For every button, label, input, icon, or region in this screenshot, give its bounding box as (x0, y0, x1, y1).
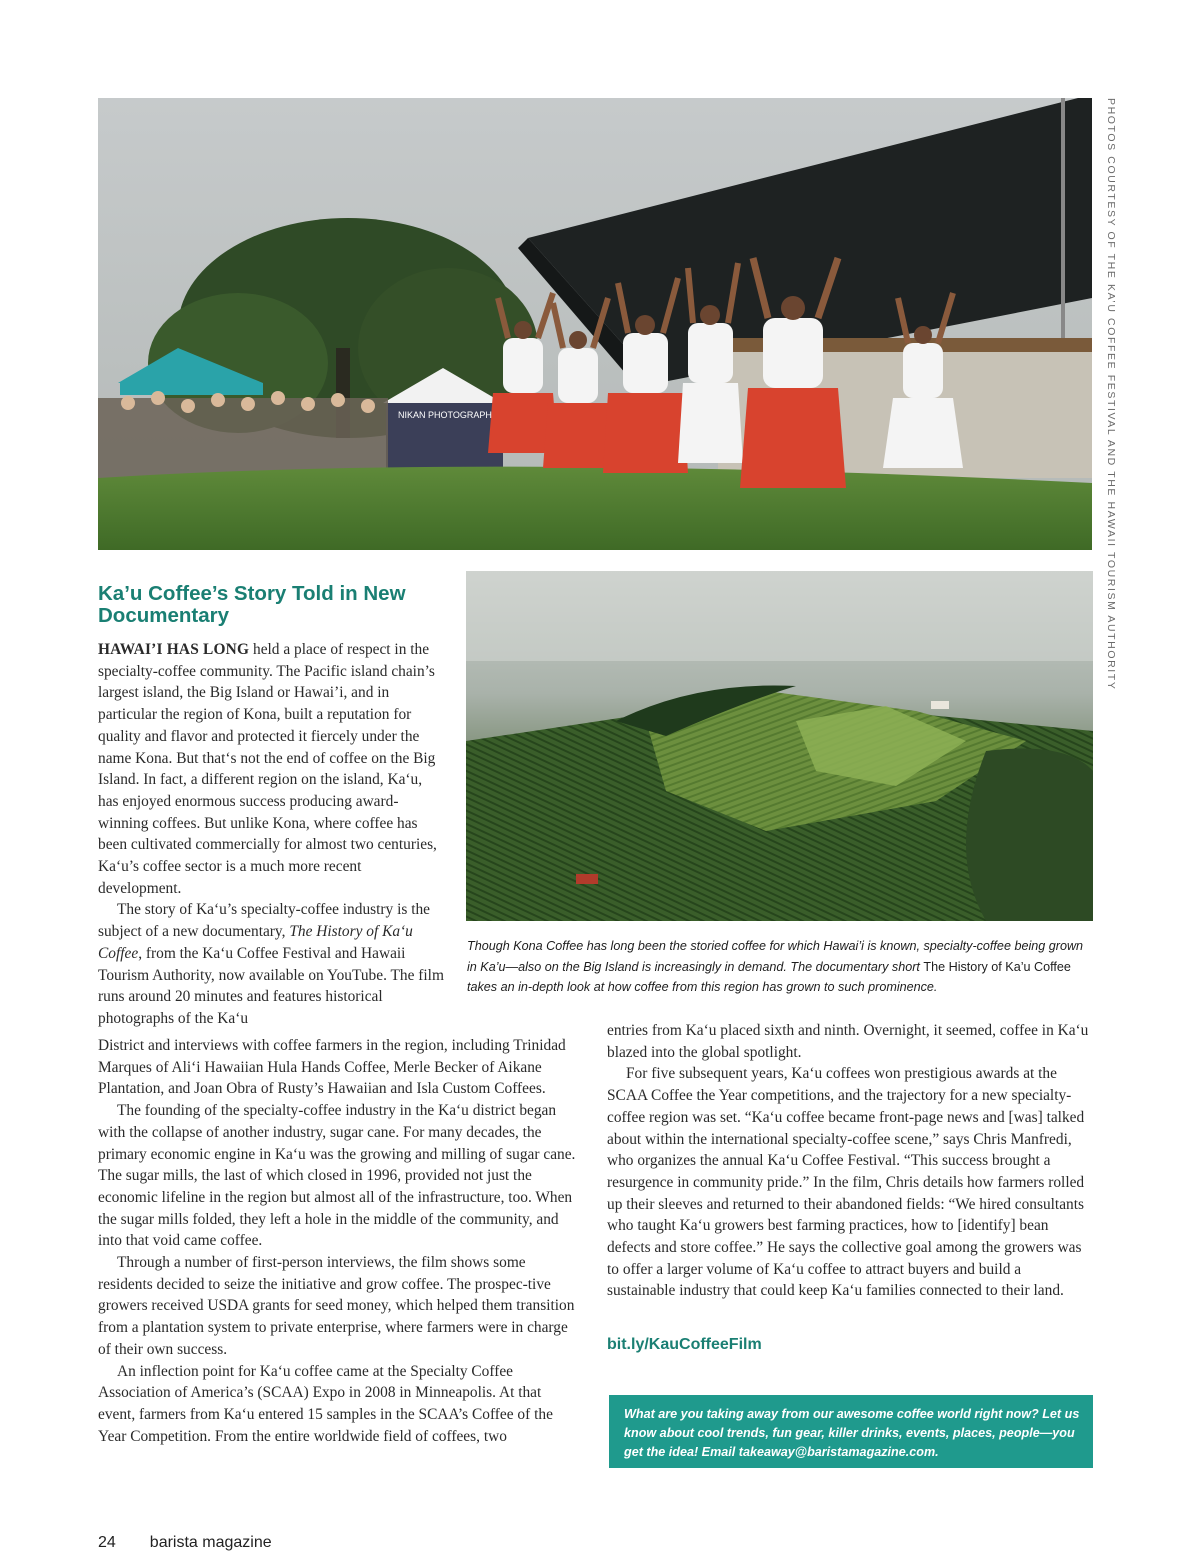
paragraph-2-text-a: The story of Ka‘u’s specialty-coffee industry is the subject of a new documentary, (98, 901, 430, 941)
paragraph-2-text-b: , from the Ka‘u Coffee Festival and Hawaii Tourism Authority, now available on YouTube. The film runs around 20 minutes and features historical photographs of the Ka‘u (98, 944, 444, 1027)
takeaway-callout (609, 1395, 1093, 1468)
publication-name: barista magazine (149, 1534, 272, 1551)
paragraph-5: An inflection point for Ka‘u coffee came at the Specialty Coffee Association of America’s (SCAA) Expo in 2008 in Minneapolis. At that event, farmers from Ka‘u entered 15 samples in the SCAA’s Coffee of the Year Competition. From the entire worldwide field of coffees, two (98, 1362, 553, 1445)
paragraph-2-continued: District and interviews with coffee farmers in the region, including Trinidad Marques of Ali‘i Hawaiian Hula Hands Coffee, Merle Becker of Aikane Plantation, and Joan Obra of Rusty’s Hawaiian and Isla Custom Coffees. (98, 1037, 566, 1098)
film-title: The History of Ka‘u Coffee (98, 923, 413, 962)
paragraph-1-text: held a place of respect in the specialty-coffee community. The Pacific island chain’s largest island, the Big Island or Hawai’i, and in particular the region of Kona, built a reputation for quality and flavor and protected it fiercely under the name Kona. But that‘s not the end of coffee on the Big Island. In fact, a different region on the island, Ka‘u, has enjoyed enormous success producing award-winning coffees. But unlike Kona, where coffee has been cultivated commercially for almost two centuries, Ka‘u’s coffee sector is a much more recent development. (98, 641, 437, 897)
page-footer (98, 1534, 272, 1552)
takeaway-text: What are you taking away from our awesome coffee world right now? Let us know about cool trends, fun gear, killer drinks, events, places, people—you get the idea! Email takeaway@baristamagazine.com. (624, 1407, 1080, 1459)
caption-text-b: takes an in-depth look at how coffee from this region has grown to such prominence. (467, 980, 938, 995)
article-column-right (607, 1020, 1092, 1302)
paragraph-4: Through a number of first-person interviews, the film shows some residents decided to seize the initiative and grow coffee. The prospec-tive growers received USDA grants for seed money, which helped them transition from a plantation system to private enterprise, where farmers were in charge of their own success. (98, 1254, 575, 1358)
aerial-coffee-farm-photo (466, 571, 1093, 921)
film-link[interactable]: bit.ly/KauCoffeeFilm (607, 1336, 762, 1353)
paragraph-6: For five subsequent years, Ka‘u coffees won prestigious awards at the SCAA Coffee the Year competitions, and the trajectory for a new specialty-coffee region was set. “Ka‘u coffee became front-page news and [was] talked about within the international specialty-coffee scene,” says Chris Manfredi, who organizes the annual Ka‘u Coffee Festival. “This success brought a resurgence in community pride.” In the film, Chris details how farmers rolled up their sleeves and returned to their abandoned fields: “We hired consultants who taught Ka‘u growers best farming practices, how to [identify] bean defects and store coffee.” He says the collective goal among the growers was to offer a larger volume of Ka‘u coffee to attract buyers and build a sustainable industry that could keep Ka‘u families connected to their land. (607, 1065, 1085, 1300)
lead-in: HAWAI’I HAS LONG (98, 641, 250, 658)
article-headline: Ka’u Coffee’s Story Told in New Documentary (98, 582, 406, 627)
hula-performance-illustration (98, 98, 1092, 550)
paragraph-3: The founding of the specialty-coffee industry in the Ka‘u district began with the collapse of another industry, sugar cane. For many decades, the primary economic engine in Ka‘u was the growing and milling of sugar cane. The sugar mills, the last of which closed in 1996, provided not just the economic lifeline in the region but almost all of the infrastructure, too. When the sugar mills folded, they left a hole in the middle of the community, and into that void came coffee. (98, 1102, 576, 1250)
hula-performance-photo (98, 98, 1092, 550)
article-column-left (98, 639, 444, 1030)
tent-sign: NIKAN PHOTOGRAPH (398, 410, 492, 420)
article-column-wide (98, 1035, 582, 1447)
paragraph-1 (98, 639, 444, 899)
aerial-coffee-farm-illustration (466, 571, 1093, 921)
photo-credit-text: PHOTOS COURTESY OF THE KA’U COFFEE FESTIVAL AND THE HAWAII TOURISM AUTHORITY (1105, 98, 1117, 691)
page-number: 24 (98, 1534, 116, 1551)
caption-film-title: The History of Ka’u Coffee (923, 959, 1071, 974)
paragraph-5-continued: entries from Ka‘u placed sixth and ninth. Overnight, it seemed, coffee in Ka‘u blazed into the global spotlight. (607, 1022, 1089, 1061)
photo-caption (467, 936, 1093, 998)
paragraph-2 (98, 899, 444, 1029)
caption-text-a: Though Kona Coffee has long been the storied coffee for which Hawai’i is known, specialty-coffee being grown in Ka’u—also on the Big Island is increasingly in demand. The documentary short (467, 939, 1084, 974)
photo-credit (1105, 98, 1119, 691)
